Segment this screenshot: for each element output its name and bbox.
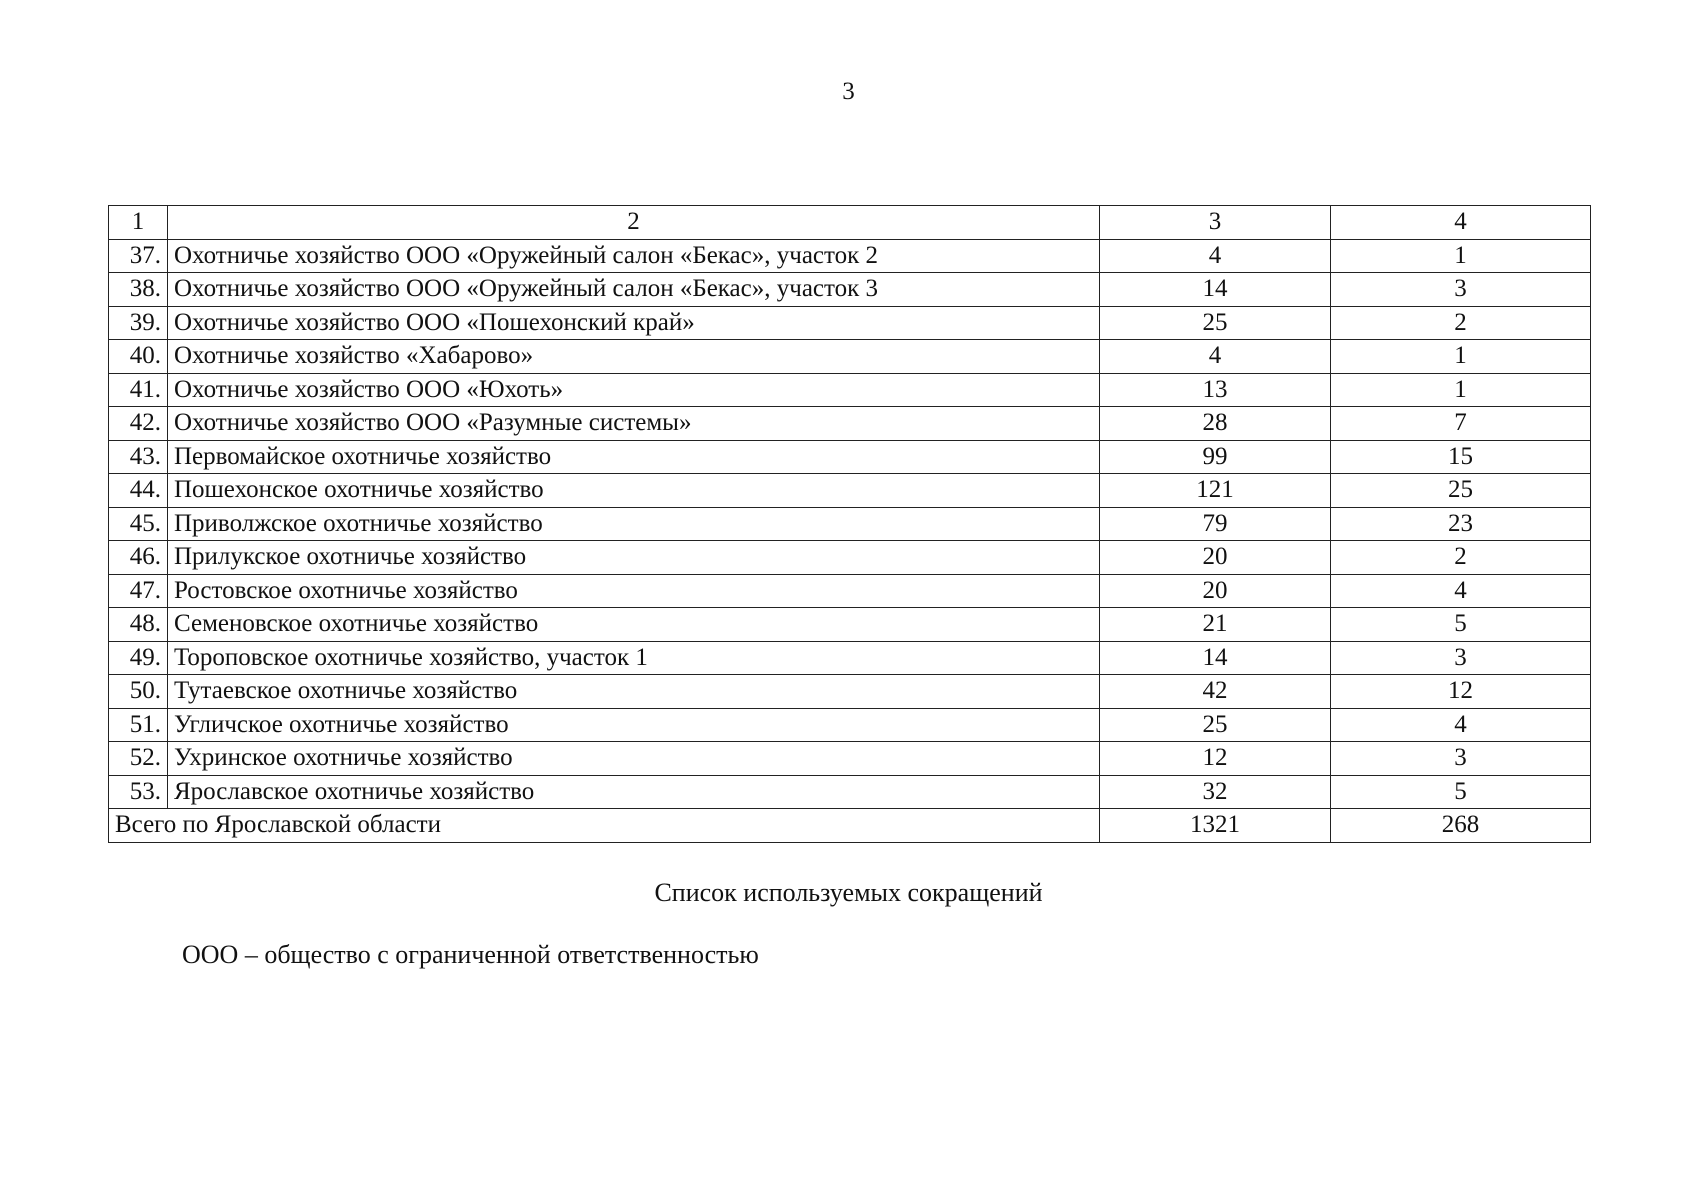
table-row <box>109 708 1591 742</box>
farm-name: Первомайское охотничье хозяйство <box>168 440 1100 474</box>
farm-name: Ярославское охотничье хозяйство <box>168 775 1100 809</box>
farm-name: Угличское охотничье хозяйство <box>168 708 1100 742</box>
value-col3: 99 <box>1100 440 1331 474</box>
row-number: 48. <box>109 608 168 642</box>
value-col3: 121 <box>1100 474 1331 508</box>
row-number: 47. <box>109 574 168 608</box>
table-row <box>109 273 1591 307</box>
value-col3: 28 <box>1100 407 1331 441</box>
table-row <box>109 641 1591 675</box>
table-row <box>109 608 1591 642</box>
table-row <box>109 306 1591 340</box>
value-col4: 1 <box>1331 340 1591 374</box>
value-col4: 5 <box>1331 775 1591 809</box>
value-col3: 25 <box>1100 306 1331 340</box>
value-col3: 14 <box>1100 641 1331 675</box>
value-col4: 3 <box>1331 273 1591 307</box>
table-row <box>109 239 1591 273</box>
farm-name: Ухринское охотничье хозяйство <box>168 742 1100 776</box>
row-number: 46. <box>109 541 168 575</box>
farm-name: Ростовское охотничье хозяйство <box>168 574 1100 608</box>
header-cell-3: 3 <box>1100 206 1331 240</box>
row-number: 41. <box>109 373 168 407</box>
value-col4: 1 <box>1331 373 1591 407</box>
value-col4: 2 <box>1331 541 1591 575</box>
row-number: 45. <box>109 507 168 541</box>
value-col3: 25 <box>1100 708 1331 742</box>
value-col4: 3 <box>1331 641 1591 675</box>
farm-name: Прилукское охотничье хозяйство <box>168 541 1100 575</box>
value-col3: 21 <box>1100 608 1331 642</box>
value-col3: 20 <box>1100 541 1331 575</box>
row-number: 51. <box>109 708 168 742</box>
table-row <box>109 440 1591 474</box>
farm-name: Пошехонское охотничье хозяйство <box>168 474 1100 508</box>
total-label: Всего по Ярославской области <box>109 809 1100 843</box>
farm-name: Семеновское охотничье хозяйство <box>168 608 1100 642</box>
value-col3: 4 <box>1100 340 1331 374</box>
table-row <box>109 675 1591 709</box>
value-col4: 12 <box>1331 675 1591 709</box>
header-cell-2: 2 <box>168 206 1100 240</box>
value-col3: 32 <box>1100 775 1331 809</box>
row-number: 43. <box>109 440 168 474</box>
farm-name: Тороповское охотничье хозяйство, участок 1 <box>168 641 1100 675</box>
total-col3: 1321 <box>1100 809 1331 843</box>
value-col4: 4 <box>1331 574 1591 608</box>
abbreviation-item: ООО – общество с ограниченной ответственностью <box>182 940 759 969</box>
value-col4: 1 <box>1331 239 1591 273</box>
value-col3: 13 <box>1100 373 1331 407</box>
value-col4: 25 <box>1331 474 1591 508</box>
value-col4: 2 <box>1331 306 1591 340</box>
farm-name: Охотничье хозяйство ООО «Пошехонский край» <box>168 306 1100 340</box>
table-total-row <box>109 809 1591 843</box>
value-col3: 12 <box>1100 742 1331 776</box>
value-col3: 14 <box>1100 273 1331 307</box>
page-number: 3 <box>842 78 855 105</box>
value-col4: 5 <box>1331 608 1591 642</box>
value-col4: 7 <box>1331 407 1591 441</box>
table-row <box>109 742 1591 776</box>
farm-name: Охотничье хозяйство «Хабарово» <box>168 340 1100 374</box>
row-number: 50. <box>109 675 168 709</box>
value-col3: 79 <box>1100 507 1331 541</box>
value-col4: 15 <box>1331 440 1591 474</box>
value-col4: 3 <box>1331 742 1591 776</box>
hunting-farms-table <box>108 205 1591 843</box>
row-number: 52. <box>109 742 168 776</box>
farm-name: Охотничье хозяйство ООО «Оружейный салон «Бекас», участок 2 <box>168 239 1100 273</box>
header-cell-1: 1 <box>109 206 168 240</box>
farm-name: Приволжское охотничье хозяйство <box>168 507 1100 541</box>
row-number: 53. <box>109 775 168 809</box>
table-row <box>109 340 1591 374</box>
header-cell-4: 4 <box>1331 206 1591 240</box>
row-number: 49. <box>109 641 168 675</box>
table-row <box>109 373 1591 407</box>
value-col4: 4 <box>1331 708 1591 742</box>
row-number: 42. <box>109 407 168 441</box>
farm-name: Охотничье хозяйство ООО «Разумные системы» <box>168 407 1100 441</box>
table-row <box>109 541 1591 575</box>
farm-name: Охотничье хозяйство ООО «Юхоть» <box>168 373 1100 407</box>
row-number: 37. <box>109 239 168 273</box>
row-number: 44. <box>109 474 168 508</box>
table-row <box>109 574 1591 608</box>
table-header-row <box>109 206 1591 240</box>
table-row <box>109 474 1591 508</box>
table-row <box>109 407 1591 441</box>
table-row <box>109 507 1591 541</box>
total-col4: 268 <box>1331 809 1591 843</box>
farm-name: Тутаевское охотничье хозяйство <box>168 675 1100 709</box>
value-col3: 42 <box>1100 675 1331 709</box>
abbreviations-title: Список используемых сокращений <box>654 878 1043 907</box>
farm-name: Охотничье хозяйство ООО «Оружейный салон «Бекас», участок 3 <box>168 273 1100 307</box>
value-col3: 20 <box>1100 574 1331 608</box>
value-col4: 23 <box>1331 507 1591 541</box>
row-number: 39. <box>109 306 168 340</box>
row-number: 38. <box>109 273 168 307</box>
row-number: 40. <box>109 340 168 374</box>
value-col3: 4 <box>1100 239 1331 273</box>
table-row <box>109 775 1591 809</box>
